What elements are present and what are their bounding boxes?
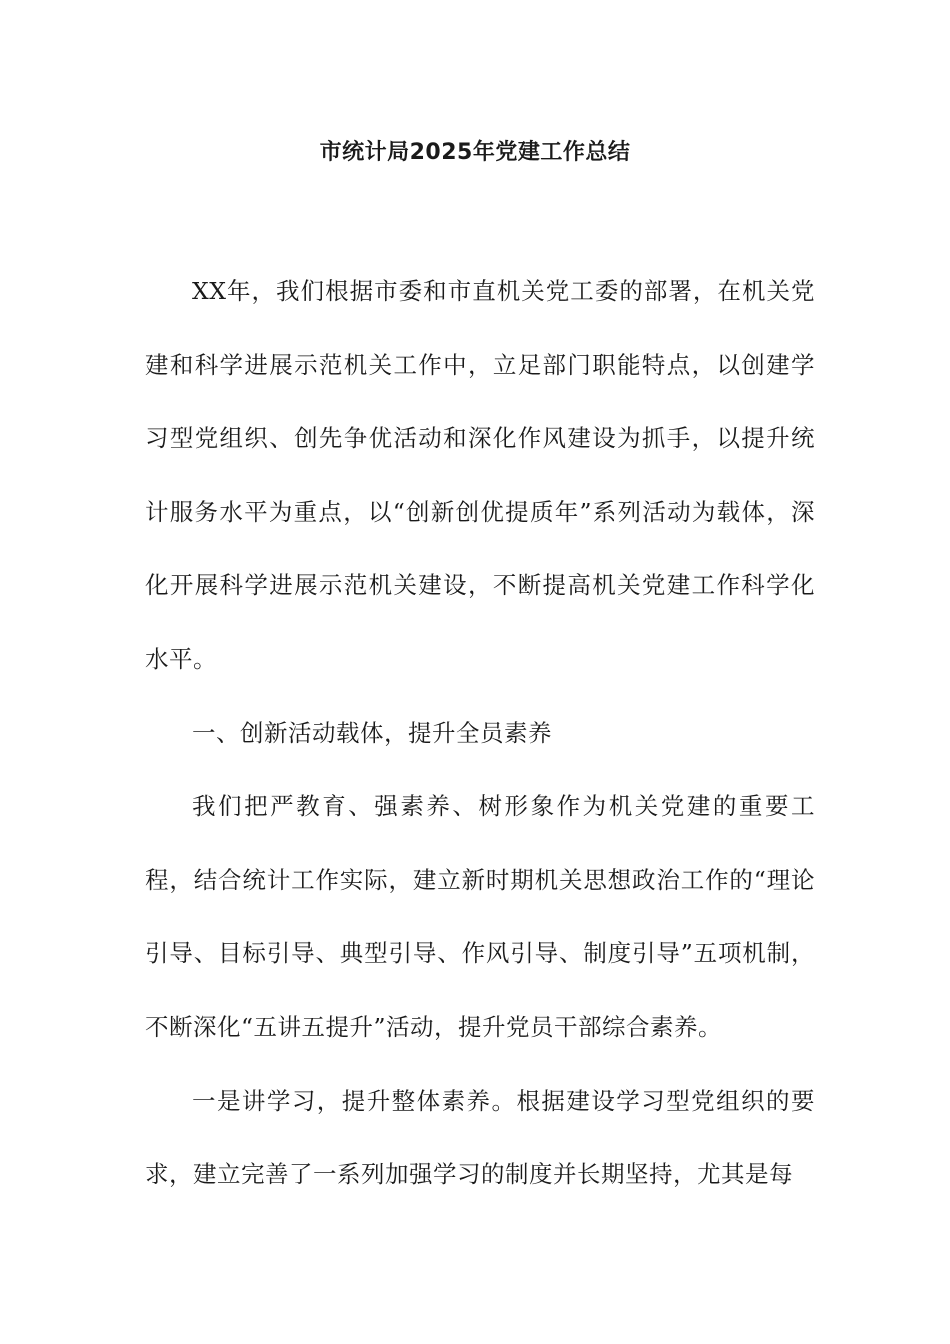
paragraph-section-1: 我们把严教育、强素养、树形象作为机关党建的重要工程，结合统计工作实际，建立新时期机关思想政治工作的“理论引导、目标引导、典型引导、作风引导、制度引导”五项机制，不断深化“五讲五提升”活动，提升党员干部综合素养。 xyxy=(145,792,815,1041)
document-body xyxy=(145,255,815,1212)
section-heading-1: 一、创新活动载体，提升全员素养 xyxy=(192,718,552,747)
paragraph-study: 一是讲学习，提升整体素养。根据建设学习型党组织的要求，建立完善了一系列加强学习的制度并长期坚持，尤其是每 xyxy=(145,1086,815,1189)
document-title: 市统计局2025年党建工作总结 xyxy=(319,140,631,165)
paragraph-intro: XX年，我们根据市委和市直机关党工委的部署，在机关党建和科学进展示范机关工作中，立足部门职能特点，以创建学习型党组织、创先争优活动和深化作风建设为抓手，以提升统计服务水平为重点，以“创新创优提质年”系列活动为载体，深化开展科学进展示范机关建设，不断提高机关党建工作科学化水平。 xyxy=(145,277,815,673)
